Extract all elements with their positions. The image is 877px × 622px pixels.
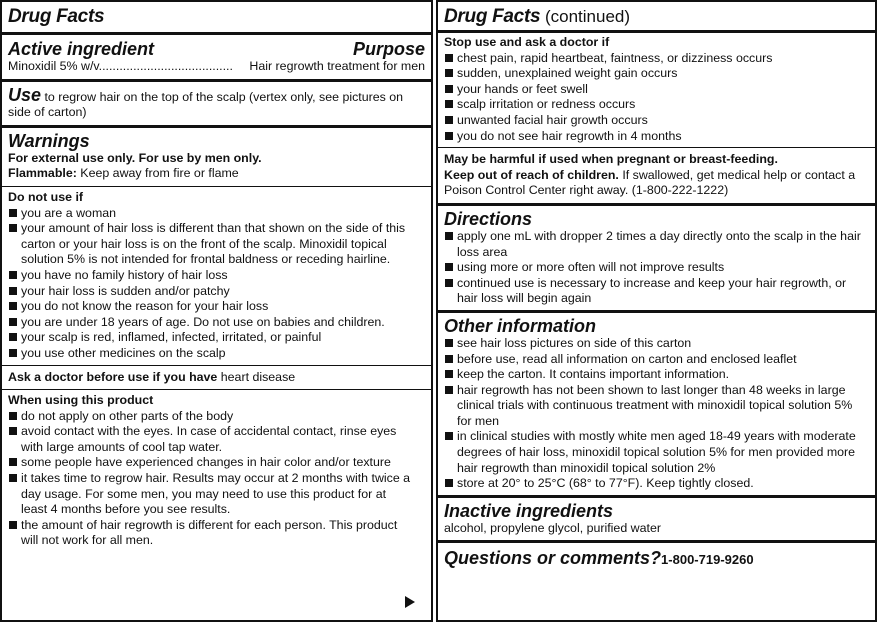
do-not-use-list bbox=[8, 206, 425, 362]
ask-doctor-label: Ask a doctor before use if you have bbox=[8, 369, 218, 384]
use-heading: Use bbox=[8, 84, 42, 105]
list-item: using more or more often will not improve results bbox=[444, 260, 869, 276]
do-not-use-section bbox=[2, 186, 431, 365]
directions-heading: Directions bbox=[444, 208, 533, 229]
pregnancy-warning: May be harmful if used when pregnant or breast-feeding. bbox=[444, 152, 778, 167]
questions-section bbox=[438, 540, 875, 569]
list-item: store at 20° to 25°C (68° to 77°F). Keep tightly closed. bbox=[444, 476, 869, 492]
list-item: do not apply on other parts of the body bbox=[8, 409, 411, 425]
other-information-heading: Other information bbox=[444, 315, 596, 336]
list-item: in clinical studies with mostly white men aged 18-49 years with moderate degrees of hair loss, minoxidil topical solution 5% for men provided more hair regrowth than minoxidil topical solution 2% bbox=[444, 429, 869, 476]
list-item: your amount of hair loss is different than that shown on the side of this carton or your hair loss is on the front of the scalp. Minoxidil topical solution 5% is not intended for frontal baldness or receding hairline. bbox=[8, 221, 425, 268]
leader-dots: ...................................... bbox=[102, 59, 233, 73]
list-item: unwanted facial hair growth occurs bbox=[444, 113, 869, 129]
other-information-section bbox=[438, 310, 875, 495]
ask-doctor-text: heart disease bbox=[217, 369, 296, 384]
list-item: hair regrowth has not been shown to last longer than 48 weeks in large clinical trials with continuous treatment with minoxidil topical solution 5% for men bbox=[444, 383, 869, 430]
other-information-list bbox=[444, 336, 869, 492]
active-ingredient-heading: Active ingredient bbox=[8, 39, 155, 59]
stop-use-heading: Stop use and ask a doctor if bbox=[444, 35, 610, 49]
children-label: Keep out of reach of children. bbox=[444, 167, 619, 182]
children-text: If swallowed, get medical help or contact a Poison Control Center right away. (1-800-222-1222) bbox=[444, 167, 856, 198]
list-item: it takes time to regrow hair. Results may occur at 2 months with twice a day usage. For some men, you may need to use this product for at least 4 months before you see results. bbox=[8, 471, 411, 518]
list-item: scalp irritation or redness occurs bbox=[444, 97, 869, 113]
drug-facts-title: Drug Facts bbox=[8, 6, 105, 27]
continued-label: (continued) bbox=[540, 7, 631, 26]
list-item: your hair loss is sudden and/or patchy bbox=[8, 284, 425, 300]
active-ingredient-section bbox=[2, 32, 431, 79]
list-item: see hair loss pictures on side of this carton bbox=[444, 336, 869, 352]
pregnancy-children-section bbox=[438, 147, 875, 203]
warnings-heading: Warnings bbox=[8, 130, 90, 151]
list-item: you use other medicines on the scalp bbox=[8, 346, 425, 362]
list-item: you have no family history of hair loss bbox=[8, 268, 425, 284]
directions-list bbox=[444, 229, 869, 307]
active-ingredient-row bbox=[8, 59, 425, 75]
when-using-section bbox=[2, 389, 431, 549]
drug-facts-continued-title-block bbox=[438, 2, 875, 30]
list-item: continued use is necessary to increase and keep your hair regrowth, or hair loss will begin again bbox=[444, 276, 869, 307]
flammable-label: Flammable: bbox=[8, 166, 77, 181]
when-using-heading: When using this product bbox=[8, 393, 154, 408]
list-item: the amount of hair regrowth is different for each person. This product will not work for all men. bbox=[8, 518, 411, 549]
drug-facts-continued-title: Drug Facts bbox=[444, 6, 541, 27]
list-item: you are a woman bbox=[8, 206, 425, 222]
inactive-ingredients-heading: Inactive ingredients bbox=[444, 500, 614, 521]
directions-section bbox=[438, 203, 875, 310]
list-item: your hands or feet swell bbox=[444, 82, 869, 98]
drug-facts-title-block bbox=[2, 2, 431, 32]
warnings-section bbox=[2, 125, 431, 186]
active-ingredient-purpose: Hair regrowth treatment for men bbox=[249, 59, 425, 73]
external-use-warning: For external use only. For use by men only. bbox=[8, 150, 262, 165]
list-item: keep the carton. It contains important information. bbox=[444, 367, 869, 383]
flammable-text: Keep away from fire or flame bbox=[76, 166, 239, 181]
questions-heading: Questions or comments? bbox=[444, 548, 662, 569]
inactive-ingredients-section bbox=[438, 495, 875, 541]
questions-phone: 1-800-719-9260 bbox=[661, 552, 754, 568]
purpose-heading: Purpose bbox=[352, 39, 425, 59]
active-ingredient-name: Minoxidil 5% w/v. bbox=[8, 59, 103, 73]
inactive-ingredients-text: alcohol, propylene glycol, purified water bbox=[444, 520, 661, 535]
use-text: to regrow hair on the top of the scalp (vertex only, see pictures on side of carton) bbox=[8, 89, 404, 120]
drug-facts-panel-left bbox=[0, 0, 433, 622]
drug-facts-panel-right bbox=[436, 0, 877, 622]
ask-doctor-section bbox=[2, 365, 431, 390]
list-item: you are under 18 years of age. Do not use on babies and children. bbox=[8, 315, 425, 331]
list-item: you do not know the reason for your hair loss bbox=[8, 299, 425, 315]
list-item: your scalp is red, inflamed, infected, irritated, or painful bbox=[8, 330, 425, 346]
stop-use-list bbox=[444, 51, 869, 145]
when-using-list bbox=[8, 409, 425, 549]
list-item: avoid contact with the eyes. In case of accidental contact, rinse eyes with large amounts of cool tap water. bbox=[8, 424, 411, 455]
list-item: some people have experienced changes in hair color and/or texture bbox=[8, 455, 411, 471]
list-item: apply one mL with dropper 2 times a day directly onto the scalp in the hair loss area bbox=[444, 229, 869, 260]
continue-arrow-icon bbox=[405, 596, 415, 608]
list-item: before use, read all information on carton and enclosed leaflet bbox=[444, 352, 869, 368]
do-not-use-heading: Do not use if bbox=[8, 189, 84, 204]
stop-use-section bbox=[438, 30, 875, 147]
list-item: sudden, unexplained weight gain occurs bbox=[444, 66, 869, 82]
list-item: you do not see hair regrowth in 4 months bbox=[444, 129, 869, 145]
use-section bbox=[2, 79, 431, 125]
list-item: chest pain, rapid heartbeat, faintness, or dizziness occurs bbox=[444, 51, 869, 67]
